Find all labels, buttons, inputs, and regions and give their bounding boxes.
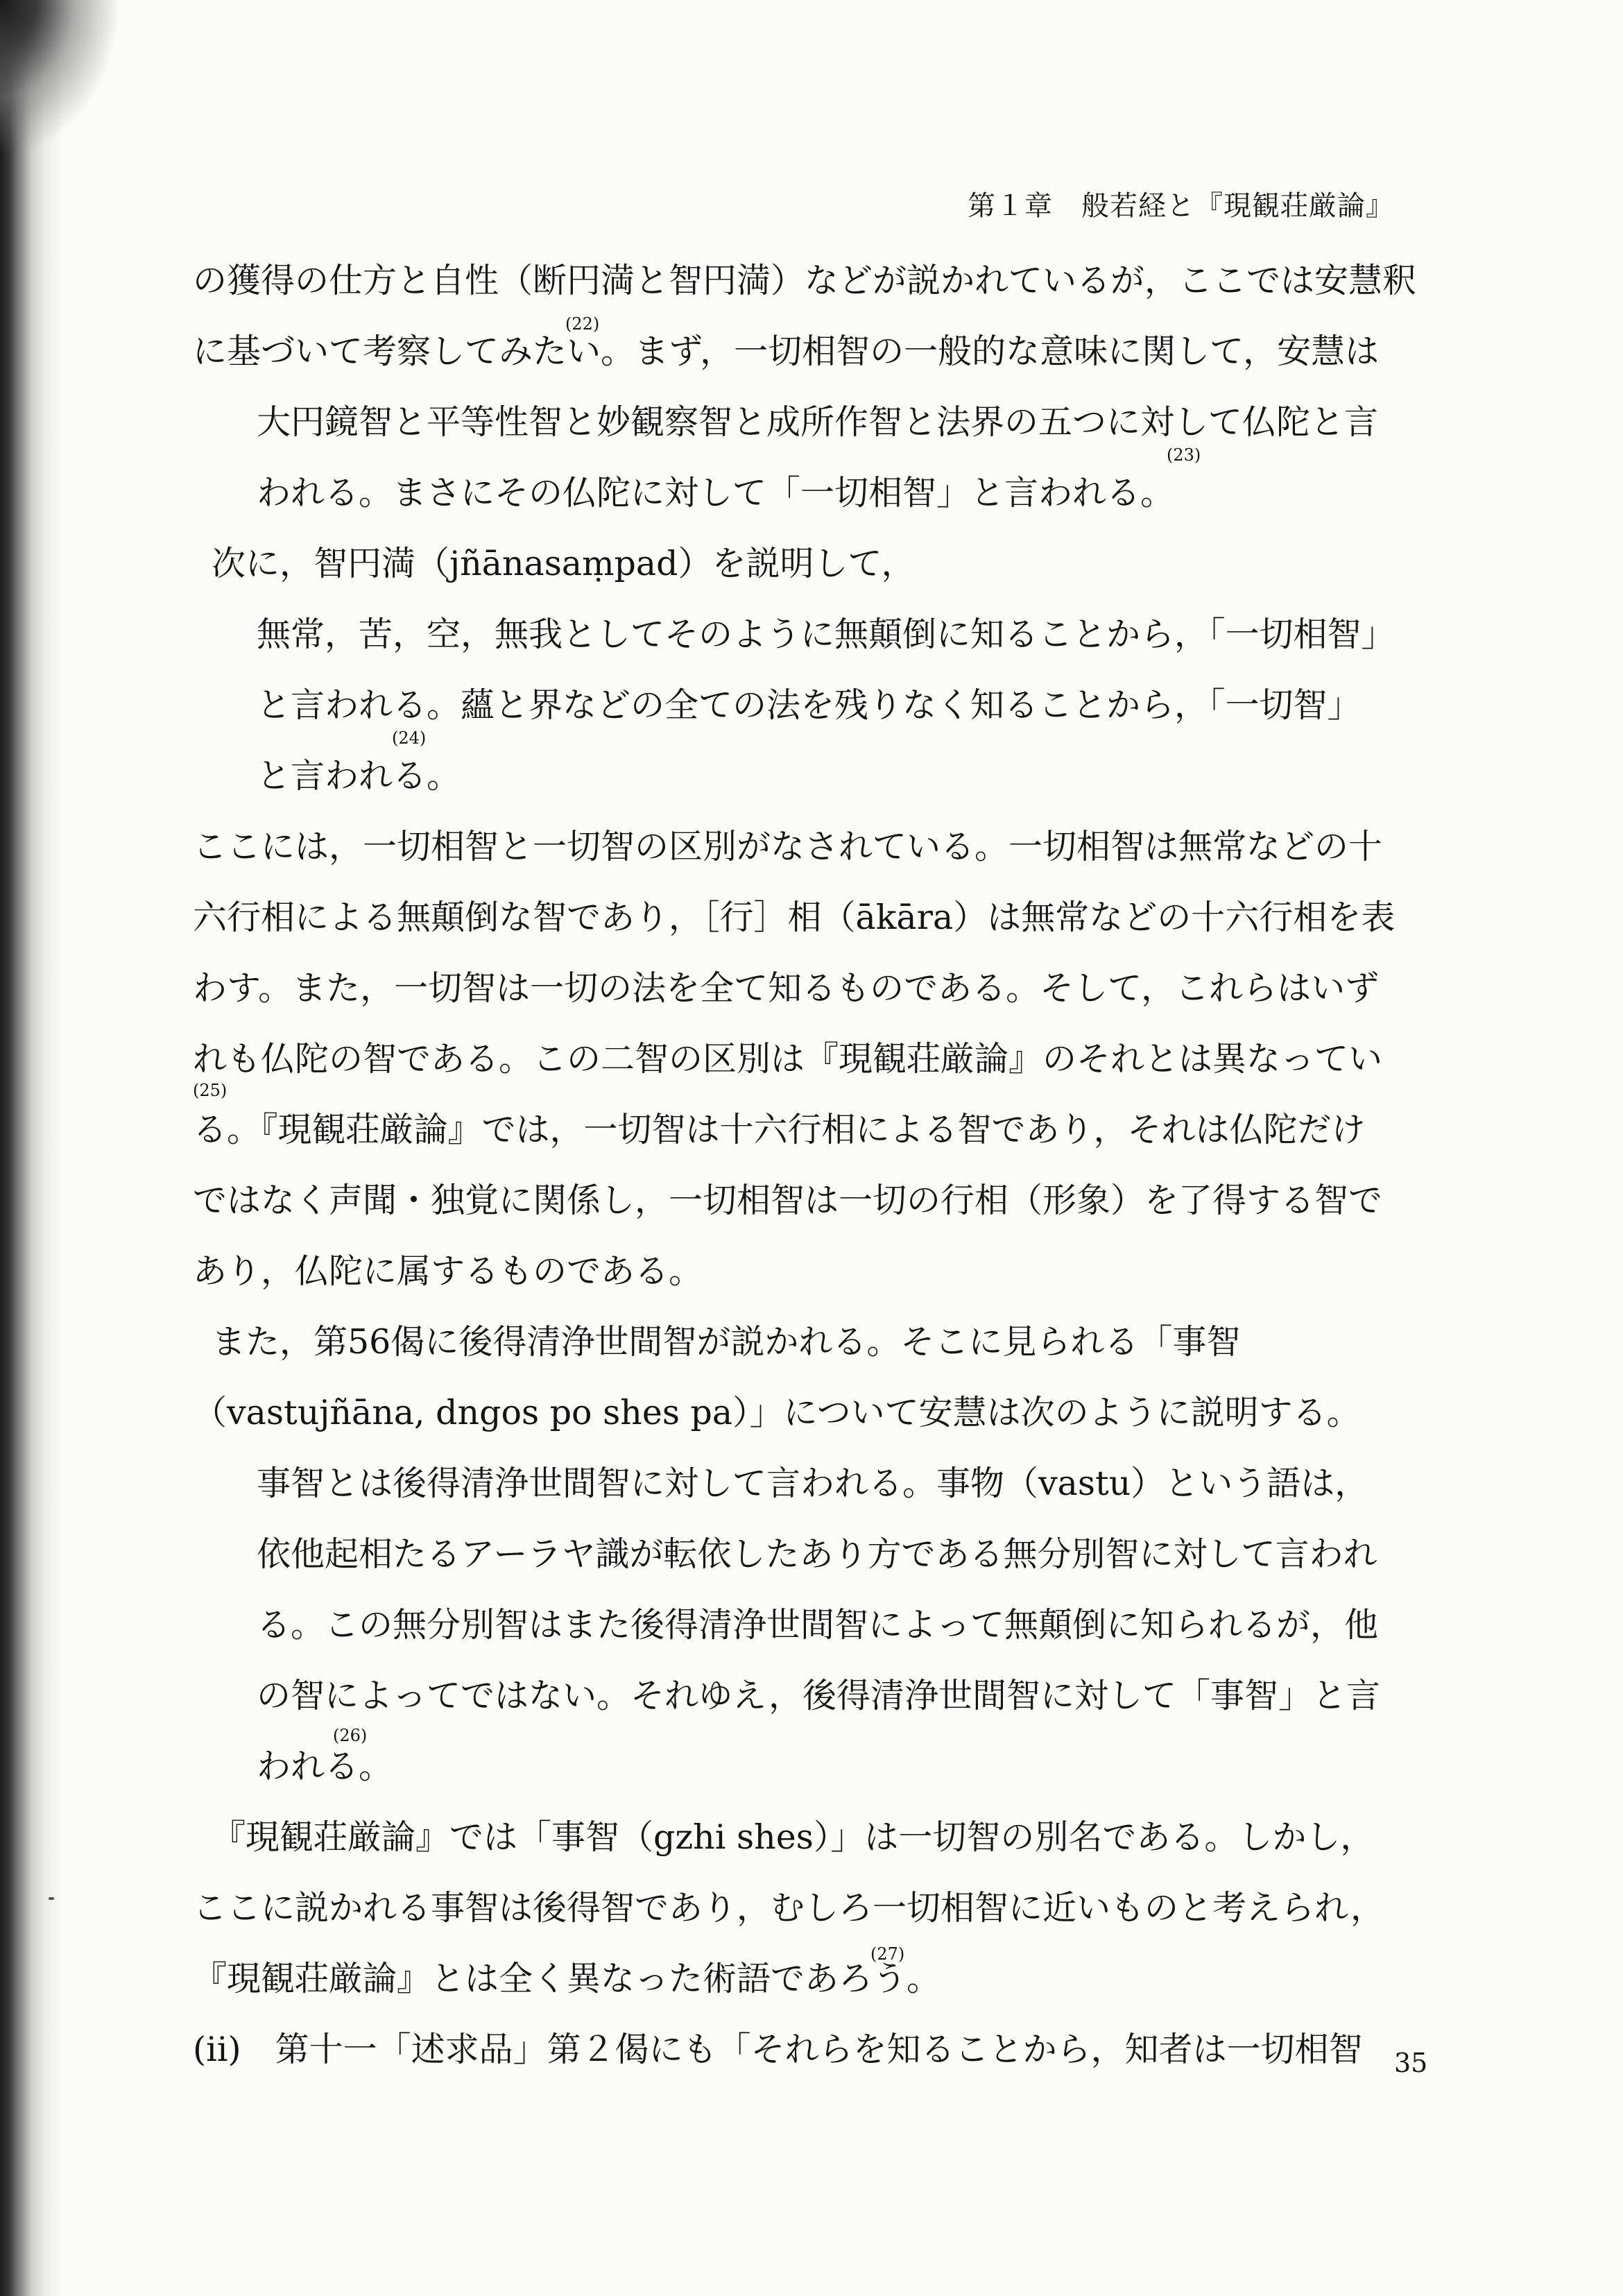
text-line: 『現観荘厳論』では「事智（gzhi shes）」は一切智の別名である。しかし， xyxy=(212,1817,1375,1857)
footnote-marker[interactable]: (23) xyxy=(1167,445,1201,465)
text-line: ではなく声聞・独覚に関係し，一切相智は一切の行相（形象）を了得する智で xyxy=(193,1181,1383,1220)
text-line: る。『現観荘厳論』では，一切智は十六行相による智であり，それは仏陀だけ xyxy=(193,1110,1366,1149)
text-line: われる。 xyxy=(257,1747,393,1786)
footnote-marker[interactable]: (24) xyxy=(392,728,427,748)
text-line: ここに説かれる事智は後得智であり，むしろ一切相智に近いものと考えられ， xyxy=(193,1888,1384,1928)
text-line: あり，仏陀に属するものである。 xyxy=(193,1251,703,1291)
scan-corner-shadow xyxy=(0,0,118,153)
footnote-marker[interactable]: (25) xyxy=(193,1081,227,1100)
book-binding-shadow xyxy=(0,0,62,2296)
text-line: (ii) 第十一「述求品」第２偈にも「それらを知ることから，知者は一切相智 xyxy=(193,2030,1363,2069)
text-line: 無常，苦，空，無我としてそのように無顛倒に知ることから，「一切相智」 xyxy=(257,615,1396,654)
text-line: の智によってではない。それゆえ，後得清浄世間智に対して「事智」と言 xyxy=(257,1676,1380,1715)
footnote-marker[interactable]: (26) xyxy=(333,1726,368,1745)
text-line: る。この無分別智はまた後得清浄世間智によって無顛倒に知られるが，他 xyxy=(257,1605,1379,1645)
text-line: と言われる。 xyxy=(257,756,461,796)
running-head: 第１章 般若経と『現観荘厳論』 xyxy=(968,190,1394,222)
text-line: と言われる。蘊と界などの全ての法を残りなく知ることから，「一切智」 xyxy=(257,685,1362,725)
text-line: 次に，智円満（jñānasaṃpad）を説明して， xyxy=(212,544,916,583)
text-line: の獲得の仕方と自性（断円満と智円満）などが説かれているが，ここでは安慧釈 xyxy=(193,261,1417,300)
text-line: また，第56偈に後得清浄世間智が説かれる。そこに見られる「事智 xyxy=(212,1322,1241,1362)
text-line: 大円鏡智と平等性智と妙観察智と成所作智と法界の五つに対して仏陀と言 xyxy=(257,402,1379,442)
text-line: 六行相による無顛倒な智であり，［行］相（ākāra）は無常などの十六行相を表 xyxy=(193,898,1396,937)
text-line: に基づいて考察してみたい。まず，一切相智の一般的な意味に関して，安慧は xyxy=(193,332,1380,371)
footnote-marker[interactable]: (27) xyxy=(870,1944,905,1964)
text-line: わす。また，一切智は一切の法を全て知るものである。そして，これらはいず xyxy=(193,968,1380,1008)
text-line: れも仏陀の智である。この二智の区別は『現観荘厳論』のそれとは異なってい xyxy=(193,1039,1383,1079)
text-line: （vastujñāna, dngos po shes pa）」について安慧は次のように説明する。 xyxy=(193,1393,1361,1432)
page-number: 35 xyxy=(1394,2048,1428,2078)
text-line: ここには，一切相智と一切智の区別がなされている。一切相智は無常などの十 xyxy=(193,827,1383,866)
footnote-marker[interactable]: (22) xyxy=(565,314,600,334)
text-line: 事智とは後得清浄世間智に対して言われる。事物（vastu）という語は， xyxy=(257,1464,1369,1503)
text-line: 依他起相たるアーラヤ識が転依したあり方である無分別智に対して言われ xyxy=(257,1534,1377,1574)
scan-speck xyxy=(49,1897,54,1900)
text-line: 『現観荘厳論』とは全く異なった術語であろう。 xyxy=(193,1959,941,1998)
text-line: われる。まさにその仏陀に対して「一切相智」と言われる。 xyxy=(257,473,1175,513)
